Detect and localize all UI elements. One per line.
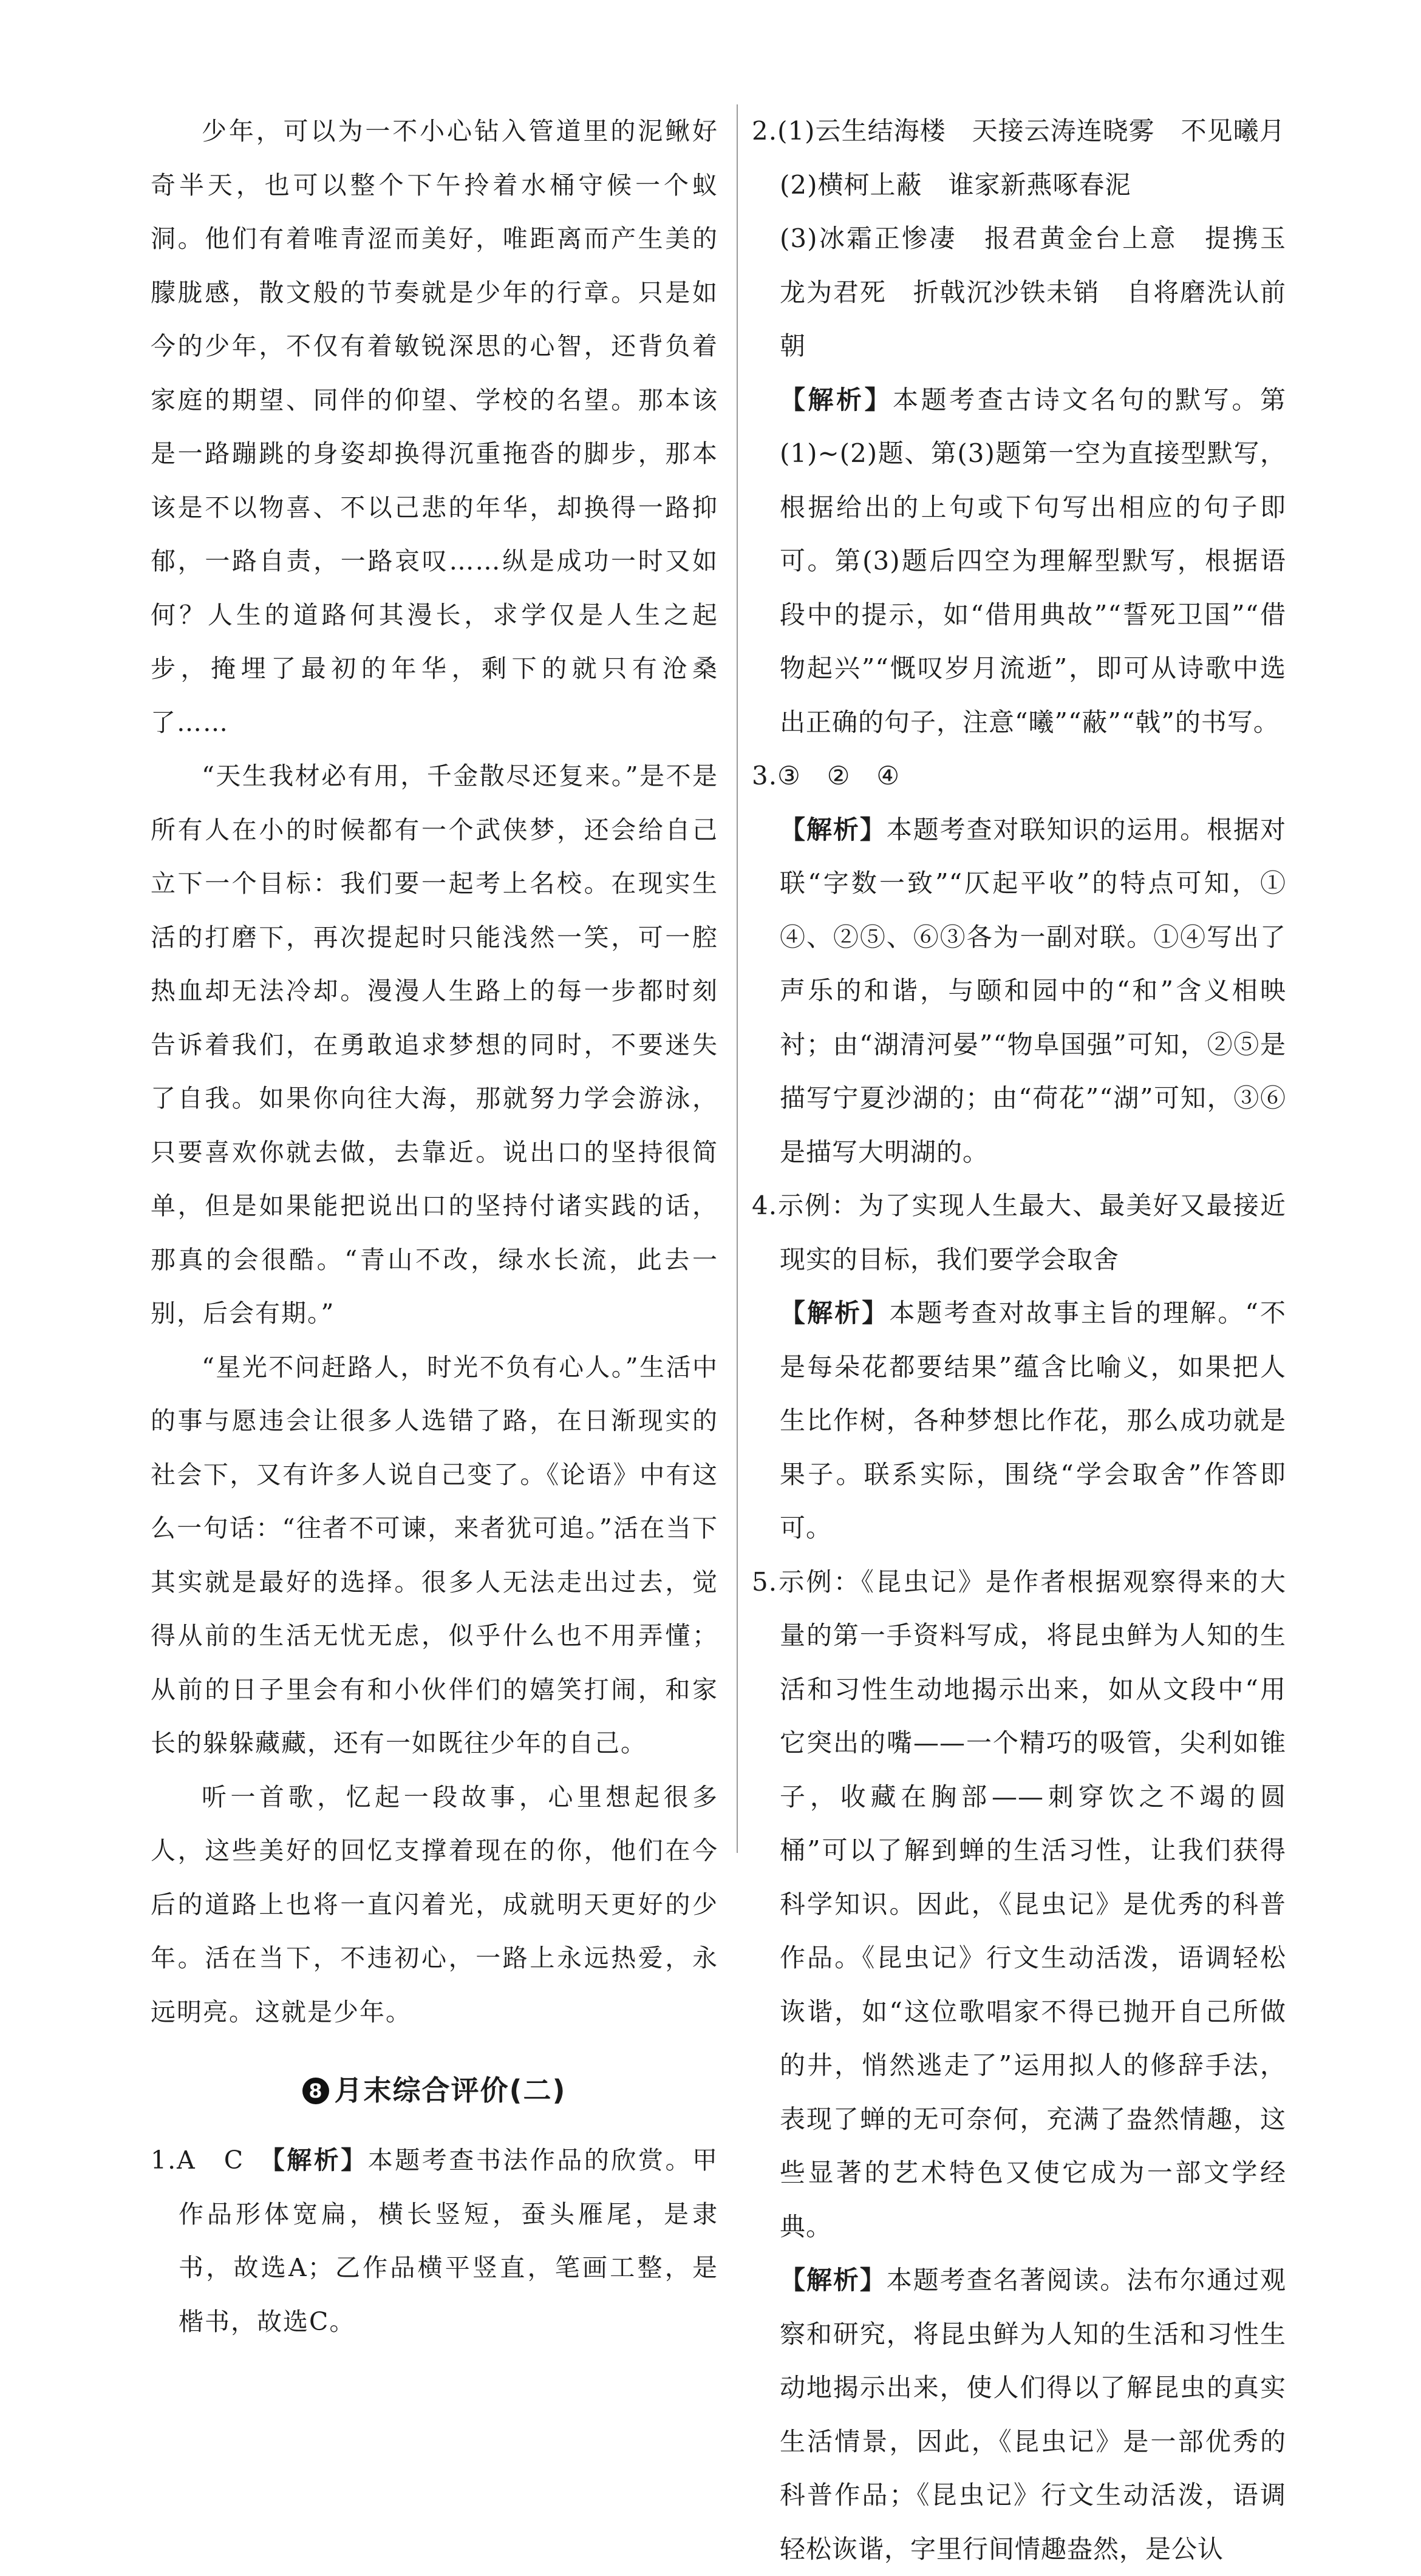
- question-2-analysis: 本题考查古诗文名句的默写。第(1)~(2)题、第(3)题第一空为直接型默写，根据给出的上句或下句写出相应的句子即可。第(3)题后四空为理解型默写，根据语段中的提示，如“借用典故”“誓死卫国”“借物起兴”“慨叹岁月流逝”，即可从诗歌中选出正确的句子，注意“曦”“蔽”“戟”的书写。: [780, 384, 1286, 737]
- question-4-analysis: 本题考查对故事主旨的理解。“不是每朵花都要结果”蕴含比喻义，如果把人生比作树，各种梦想比作花，那么成功就是果子。联系实际，围绕“学会取舍”作答即可。: [780, 1298, 1286, 1543]
- question-5-answer: 示例：《昆虫记》是作者根据观察得来的大量的第一手资料写成，将昆虫鲜为人知的生活和习性生动地揭示出来，如从文段中“用它突出的嘴——一个精巧的吸管，尖利如锥子，收藏在胸部——刺穿饮之不竭的圆桶”可以了解到蝉的生活习性，让我们获得科学知识。因此，《昆虫记》是优秀的科普作品。《昆虫记》行文生动活泼，语调轻松诙谐，如“这位歌唱家不得已抛开自己所做的井，悄然逃走了”运用拟人的修辞手法，表现了蝉的无可奈何，充满了盎然情趣，这些显著的艺术特色又使它成为一部文学经典。: [777, 1566, 1286, 2241]
- question-3-analysis-block: [752, 803, 1286, 1180]
- question-5-analysis: 本题考查名著阅读。法布尔通过观察和研究，将昆虫鲜为人知的生活和习性生动地揭示出来，使人们得以了解昆虫的真实生活情景，因此，《昆虫记》是一部优秀的科普作品；《昆虫记》行文生动活泼，语调轻松诙谐，字里行间情趣盎然，是公认: [780, 2265, 1286, 2564]
- question-3-answer: ③ ② ④: [777, 761, 901, 790]
- question-2: [752, 104, 1286, 158]
- essay-paragraph-3: “星光不问赶路人，时光不负有心人。”生活中的事与愿违会让很多人选错了路，在日渐现实的社会下，又有许多人说自己变了。《论语》中有这么一句话：“往者不可谏，来者犹可追。”活在当下其实就是最好的选择。很多人无法走出过去，觉得从前的生活无忧无虑，似乎什么也不用弄懂；从前的日子里会有和小伙伴们的嬉笑打闹，和家长的躲躲藏藏，还有一如既往少年的自己。: [151, 1352, 718, 1758]
- question-3: [752, 749, 1286, 803]
- question-5-number: 5.: [752, 1566, 778, 1597]
- section-title: 月末综合评价(二): [334, 2074, 567, 2107]
- question-5-analysis-tag: 【解析】: [780, 2265, 887, 2295]
- question-1-analysis-tag: 【解析】: [272, 2146, 368, 2175]
- question-2-line-2: (2)横柯上蔽 谁家新燕啄春泥: [780, 169, 1131, 200]
- essay-paragraph-2: “天生我材必有用，千金散尽还复来。”是不是所有人在小的时候都有一个武侠梦，还会给自己立下一个目标：我们要一起考上名校。在现实生活的打磨下，再次提起时只能浅然一笑，可一腔热血却无法冷却。漫漫人生路上的每一步都时刻告诉着我们，在勇敢追求梦想的同时，不要迷失了自我。如果你向往大海，那就努力学会游泳，只要喜欢你就去做，去靠近。说出口的坚持很简单，但是如果能把说出口的坚持付诸实践的话，那真的会很酷。“青山不改，绿水长流，此去一别，后会有期。”: [151, 761, 718, 1328]
- essay-paragraph-1: 少年，可以为一不小心钻入管道里的泥鳅好奇半天，也可以整个下午拎着水桶守候一个蚁洞。他们有着唯青涩而美好，唯距离而产生美的朦胧感，散文般的节奏就是少年的行章。只是如今的少年，不仅有着敏锐深思的心智，还背负着家庭的期望、同伴的仰望、学校的名望。那本该是一路蹦跳的身姿却换得沉重拖沓的脚步，那本该是不以物喜、不以己悲的年华，却换得一路抑郁，一路自责，一路哀叹……纵是成功一时又如何？人生的道路何其漫长，求学仅是人生之起步，掩埋了最初的年华，剩下的就只有沧桑了……: [151, 117, 718, 737]
- question-2-line-1: (1)云生结海楼 天接云涛连晓雾 不见曦月: [777, 116, 1286, 146]
- question-4: [752, 1179, 1286, 1286]
- question-4-analysis-block: [752, 1286, 1286, 1555]
- question-1-answer: A C: [177, 2146, 245, 2175]
- section-heading: [151, 2069, 718, 2112]
- question-2-number: 2.: [752, 116, 778, 146]
- question-4-answer: 示例：为了实现人生最大、最美好又最接近现实的目标，我们要学会取舍: [777, 1191, 1286, 1274]
- left-column: [151, 104, 718, 2348]
- column-divider: [737, 104, 738, 1853]
- question-4-analysis-tag: 【解析】: [780, 1298, 890, 1328]
- question-2-analysis-tag: 【解析】: [780, 384, 893, 415]
- question-5: [752, 1555, 1286, 2254]
- question-5-analysis-block: [752, 2254, 1286, 2576]
- question-2-line-3: (3)冰霜正惨凄 报君黄金台上意 提携玉龙为君死 折戟沉沙铁未销 自将磨洗认前朝: [780, 223, 1286, 361]
- question-2-analysis-block: [752, 373, 1286, 750]
- question-4-number: 4.: [752, 1191, 778, 1220]
- essay-paragraph-4: 听一首歌，忆起一段故事，心里想起很多人，这些美好的回忆支撑着现在的你，他们在今后的道路上也将一直闪着光，成就明天更好的少年。活在当下，不违初心，一路上永远热爱，永远明亮。这就是少年。: [151, 1782, 718, 2027]
- right-column: [752, 104, 1286, 2576]
- question-1-number: 1.: [151, 2146, 177, 2175]
- section-number-badge: 8: [302, 2078, 329, 2104]
- question-3-analysis: 本题考查对联知识的运用。根据对联“字数一致”“仄起平收”的特点可知，①④、②⑤、⑥③各为一副对联。①④写出了声乐的和谐，与颐和园中的“和”含义相映衬；由“湖清河晏”“物阜国强”可知，②⑤是描写宁夏沙湖的；由“荷花”“湖”可知，③⑥是描写大明湖的。: [780, 814, 1286, 1167]
- question-3-number: 3.: [752, 761, 778, 790]
- question-1-analysis: 本题考查书法作品的欣赏。甲作品形体宽扁，横长竖短，蚕头雁尾，是隶书，故选A；乙作品横平竖直，笔画工整，是楷书，故选C。: [179, 2146, 719, 2336]
- question-3-analysis-tag: 【解析】: [780, 814, 887, 845]
- question-1: [151, 2133, 718, 2348]
